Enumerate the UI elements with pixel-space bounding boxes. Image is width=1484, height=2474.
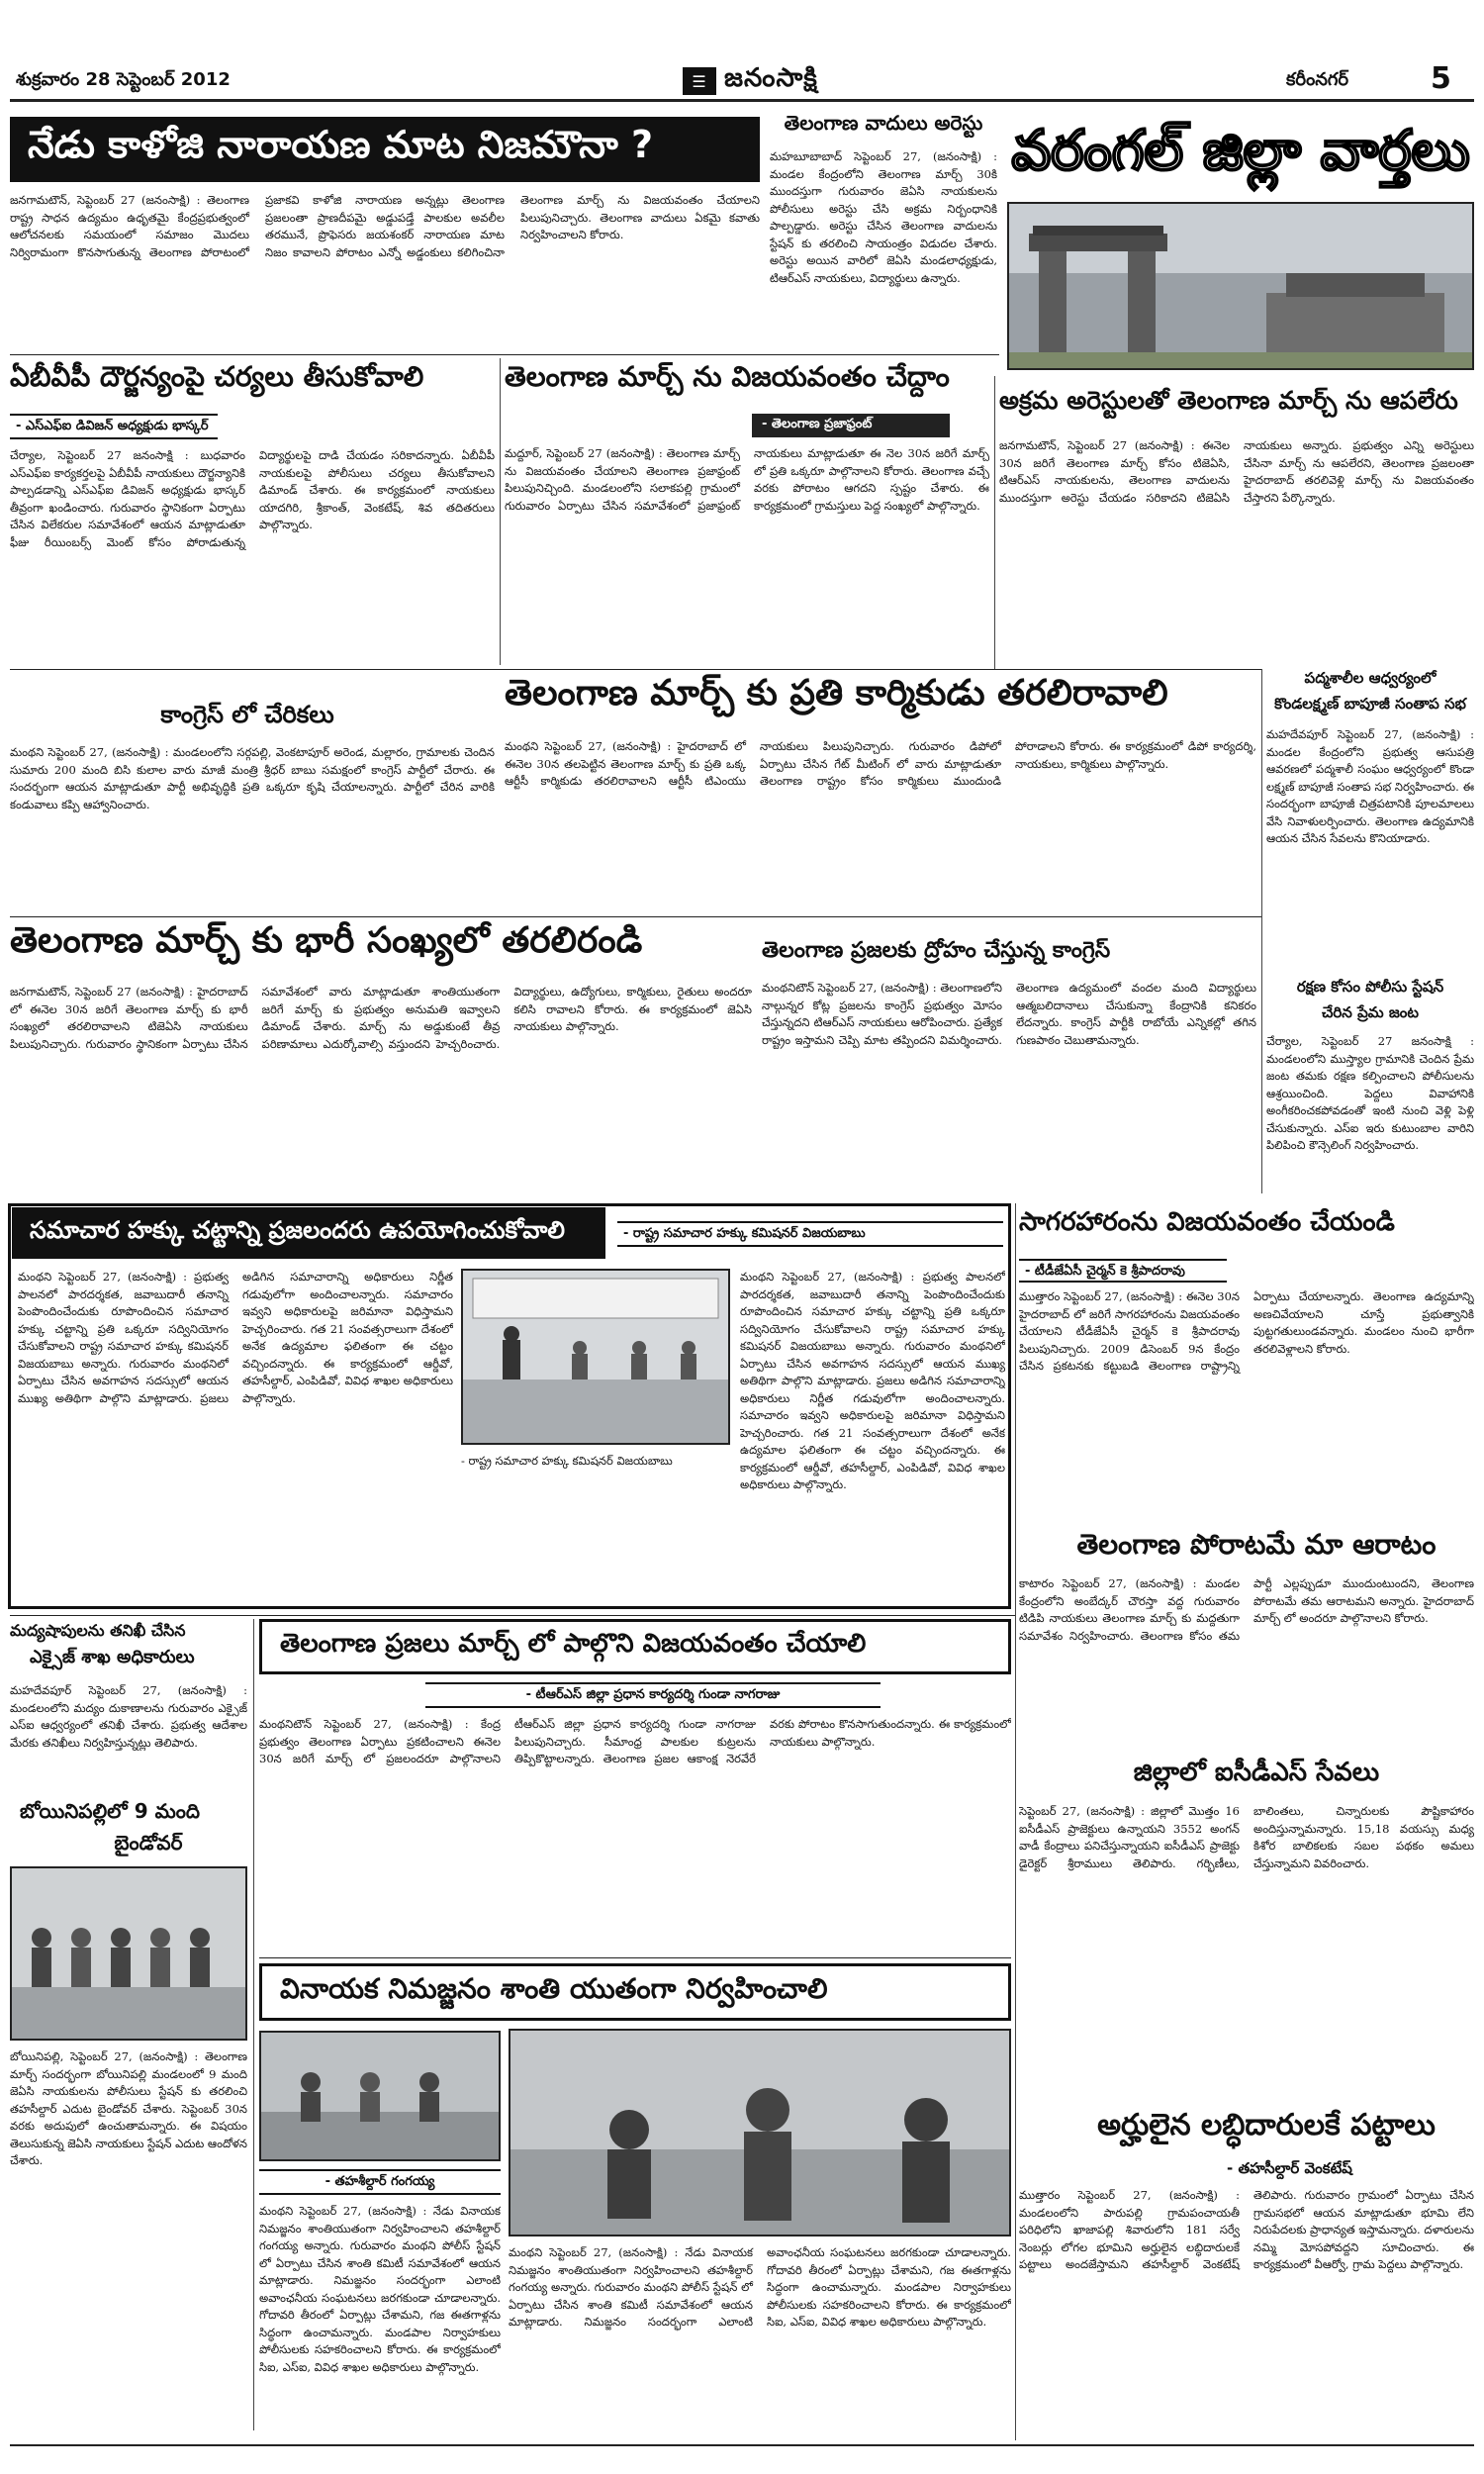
headline-kaloji: నేడు కాళోజి నారాయణ మాట నిజమౌనా ?: [10, 117, 760, 182]
headline-arrest: తెలంగాణ వాదులు అరెస్టు: [784, 111, 983, 135]
headline-padmashali-small: పద్మశాలీల ఆధ్వర్యంలో: [1304, 669, 1437, 687]
headline-poratame: తెలంగాణ పోరాటమే మా ఆరాటం: [1076, 1528, 1437, 1561]
article-pattalu-body: ముత్తారం సెప్టెంబర్ 27, (జనంసాక్షి) : మండలంలోని పారుపల్లి గ్రామపంచాయతీ పరిధిలోని ఖాజాపల్లి శివారులోని 181 సర్వే నెంబర్లు లోగల భూమిని అర్హులైన లబ్ధిదారులకే పట్టాలు అందజేస్తామని తహసీల్దార్ వెంకటేష్ తెలిపారు. గురువారం గ్రామంలో ఏర్పాటు చేసిన గ్రామసభలో ఆయన మాట్లాడుతూ భూమి లేని నిరుపేదలకు ప్రాధాన్యత ఇస్తామన్నారు. దళారులను నమ్మి మోసపోవద్దని సూచించారు. ఈ కార్యక్రమంలో వీఆర్వో, గ్రామ పెద్దలు పాల్గొన్నారు.: [1019, 2188, 1474, 2271]
section-banner: వరంగల్ జిల్లా వార్తలు: [1011, 119, 1470, 183]
horizontal-rule: [259, 1957, 1011, 1958]
byline-rti: - రాష్ట్ర సమాచార హక్కు కమిషనర్ విజయబాబు: [617, 1221, 1003, 1247]
byline-pattalu: - తహసీల్దార్ వెంకటేష్: [1227, 2159, 1352, 2177]
article-rti-body-photo-caption: - రాష్ట్ర సమాచార హక్కు కమిషనర్ విజయబాబు: [461, 1454, 673, 1468]
horizontal-rule: [10, 354, 999, 355]
headline-rakshana: చేరిన ప్రేమ జంట: [1322, 1003, 1419, 1021]
headline-drohama: తెలంగాణ ప్రజలకు ద్రోహం చేస్తున్న కాంగ్రెస్: [762, 938, 1111, 963]
headline-march-bhari: తెలంగాణ మార్చ్ కు భారీ సంఖ్యలో తరలిరండి: [10, 920, 643, 961]
article-vinayaka-body: మంథని సెప్టెంబర్ 27, (జనంసాక్షి) : నేడు వినాయక నిమజ్జనం శాంతియుతంగా నిర్వహించాలని తహశీల్దార్ గంగయ్య అన్నారు. గురువారం మంథని పోలీస్ స్టేషన్ లో ఏర్పాటు చేసిన శాంతి కమిటీ సమావేశంలో ఆయన మాట్లాడారు. నిమజ్జనం సందర్భంగా ఎలాంటి అవాంఛనీయ సంఘటనలు జరగకుండా చూడాలన్నారు. గోదావరి తీరంలో ఏర్పాట్లు చేశామని, గజ ఈతగాళ్లను సిద్ధంగా ఉంచామన్నారు. మండపాల నిర్వాహకులు పోలీసులకు సహకరించాలని కోరారు. ఈ కార్యక్రమంలో సిఐ, ఎస్ఐ, వివిధ శాఖల అధికారులు పాల్గొన్నారు.: [259, 2204, 501, 2374]
headline-mattu: ఎక్సైజ్ శాఖ అధికారులు: [30, 1647, 195, 1667]
article-arrest-body: మహబూబాబాద్ సెప్టెంబర్ 27, (జనంసాక్షి) : మండల కేంద్రంలోని తెలంగాణ మార్చ్ 30కి ముందస్తుగా గురువారం జెఏసి నాయకులను పోలీసులు అరెస్టు చేసి అక్రమ నిర్బంధానికి పాల్పడ్డారు. అరెస్టు చేసిన తెలంగాణ వాదులను స్టేషన్ కు తరలించి సాయంత్రం విడుదల చేశారు. అరెస్టు అయిన వారిలో జెఏసి మండలాధ్యక్షుడు, టిఆర్ఎస్ నాయకులు, విద్యార్థులు ఉన్నారు.: [770, 149, 997, 285]
headline-rti: సమాచార హక్కు చట్టాన్ని ప్రజలందరు ఉపయోగించుకోవాలి: [12, 1207, 605, 1259]
headline-mattu-small: మద్యషాపులను తనిఖీ చేసిన: [10, 1621, 186, 1640]
headline-vinayaka: వినాయక నిమజ్జనం శాంతి యుతంగా నిర్వహించాలి: [259, 1963, 1011, 2021]
horizontal-rule: [10, 669, 1261, 670]
headline-bindover: బైండోవర్: [114, 1831, 183, 1855]
vinayaka-photo-left: [259, 2031, 501, 2161]
masthead-date: శుక్రవారం 28 సెప్టెంబర్ 2012: [16, 69, 231, 90]
headline-padmashali: కొండలక్ష్మణ్ బాపూజీ సంతాప సభ: [1274, 695, 1466, 713]
masthead-logo: [683, 63, 818, 99]
article-rti-body-left: మంథని సెప్టెంబర్ 27, (జనంసాక్షి) : ప్రభుత్వ పాలనలో పారదర్శకత, జవాబుదారీ తనాన్ని పెంపొందించేందుకు రూపొందించిన సమాచార హక్కు చట్టాన్ని ప్రతి ఒక్కరూ సద్వినియోగం చేసుకోవాలని రాష్ట్ర సమాచార హక్కు కమిషనర్ విజయబాబు అన్నారు. గురువారం మంథనిలో ఏర్పాటు చేసిన అవగాహన సదస్సులో ఆయన ముఖ్య అతిథిగా పాల్గొని మాట్లాడారు. ప్రజలు అడిగిన సమాచారాన్ని అధికారులు నిర్ణీత గడువులోగా అందించాలన్నారు. సమాచారం ఇవ్వని అధికారులపై జరిమానా విధిస్తామని హెచ్చరించారు. గత 21 సంవత్సరాలుగా దేశంలో అనేక ఉద్యమాల ఫలితంగా ఈ చట్టం వచ్చిందన్నారు. ఈ కార్యక్రమంలో ఆర్డీవో, తహసీల్దార్, ఎంపిడివో, వివిధ శాఖల అధికారులు పాల్గొన్నారు.: [18, 1270, 453, 1405]
paper-name: జనంసాక్షి: [724, 63, 818, 93]
byline-palgoni: - టీఆర్ఎస్ జిల్లా ప్రధాన కార్యదర్శి గుండా నాగరాజు: [425, 1682, 881, 1708]
article-karmikudu-body: మంథని సెప్టెంబర్ 27, (జనంసాక్షి) : హైదరాబాద్ లో ఈనెల 30న తలపెట్టిన తెలంగాణ మార్చ్ కు ప్రతి ఒక్క ఆర్టీసీ కార్మికుడు తరలిరావాలని ఆర్టీసీ టిఎంయు నాయకులు పిలుపునిచ్చారు. గురువారం డిపోలో ఏర్పాటు చేసిన గేట్ మీటింగ్ లో వారు మాట్లాడుతూ తెలంగాణ రాష్ట్రం కోసం కార్మికులు ముందుండి పోరాడాలని కోరారు. ఈ కార్యక్రమంలో డిపో కార్యదర్శి, నాయకులు, కార్మికులు పాల్గొన్నారు.: [505, 739, 1256, 788]
newspaper-logo-icon: ☰: [683, 67, 716, 95]
article-poratame-body: కాటారం సెప్టెంబర్ 27, (జనంసాక్షి) : మండల కేంద్రంలోని అంబేద్కర్ చౌరస్తా వద్ద గురువారం టిడిపి నాయకులు తెలంగాణ మార్చ్ కు మద్దతుగా సమావేశం నిర్వహించారు. తెలంగాణ కోసం తమ పార్టీ ఎల్లప్పుడూ ముందుంటుందని, తెలంగాణ పోరాటమే తమ ఆరాటమని అన్నారు. హైదరాబాద్ మార్చ్ లో అందరూ పాల్గొనాలని కోరారు.: [1019, 1576, 1474, 1643]
vinayaka-photo-right: [509, 2029, 1011, 2236]
article-palgoni-body: మంథనిటౌన్ సెప్టెంబర్ 27, (జనంసాక్షి) : కేంద్ర ప్రభుత్వం తెలంగాణ ఏర్పాటు ప్రకటించాలని ఈనెల 30న జరిగే మార్చ్ లో ప్రజలందరూ పాల్గొనాలని టీఆర్ఎస్ జిల్లా ప్రధాన కార్యదర్శి గుండా నాగరాజు పిలుపునిచ్చారు. సీమాంధ్ర పాలకుల కుట్రలను తిప్పికొట్టాలన్నారు. తెలంగాణ ప్రజల ఆకాంక్ష నెరవేరే వరకు పోరాటం కొనసాగుతుందన్నారు. ఈ కార్యక్రమంలో నాయకులు పాల్గొన్నారు.: [259, 1717, 1011, 1765]
byline-sagaraharam: - టీడీజేఏసీ చైర్మన్ కె శ్రీపాదరావు: [1019, 1259, 1227, 1283]
article-march-bhari-body: జనగామటౌన్, సెప్టెంబర్ 27 (జనంసాక్షి) : హైదరాబాద్ లో ఈనెల 30న జరిగే తెలంగాణ మార్చ్ కు భారీ సంఖ్యలో తరలిరావాలని టిజెఏసి నాయకులు పిలుపునిచ్చారు. గురువారం స్థానికంగా ఏర్పాటు చేసిన సమావేశంలో వారు మాట్లాడుతూ శాంతియుతంగా జరిగే మార్చ్ కు ప్రభుత్వం అనుమతి ఇవ్వాలని డిమాండ్ చేశారు. మార్చ్ ను అడ్డుకుంటే తీవ్ర పరిణామాలు ఎదుర్కోవాల్సి వస్తుందని హెచ్చరించారు. విద్యార్థులు, ఉద్యోగులు, కార్మికులు, రైతులు అందరూ కలిసి రావాలని కోరారు. ఈ కార్యక్రమంలో జెఏసి నాయకులు పాల్గొన్నారు.: [10, 985, 752, 1051]
column-rule: [1015, 1203, 1016, 2440]
headline-icds: జిల్లాలో ఐసీడీఎస్ సేవలు: [1133, 1758, 1380, 1787]
rti-seminar-photo: [461, 1269, 730, 1445]
article-padmashali-body: మహదేవపూర్ సెప్టెంబర్ 27, (జనంసాక్షి) : మండల కేంద్రంలోని ప్రభుత్వ ఆసుపత్రి ఆవరణలో పద్మశాలీ సంఘం ఆధ్వర్యంలో కొండా లక్ష్మణ్ బాపూజీ సంతాప సభ నిర్వహించారు. ఈ సందర్భంగా బాపూజీ చిత్రపటానికి పూలమాలలు వేసి నివాళులర్పించారు. తెలంగాణ ఉద్యమానికి ఆయన చేసిన సేవలను కొనియాడారు.: [1266, 727, 1474, 845]
headline-palgoni: తెలంగాణ ప్రజలు మార్చ్ లో పాల్గొని విజయవంతం చేయాలి: [259, 1619, 1011, 1674]
masthead-edition: కరీంనగర్: [1286, 69, 1348, 90]
article-vinayaka-body-continued: మంథని సెప్టెంబర్ 27, (జనంసాక్షి) : నేడు వినాయక నిమజ్జనం శాంతియుతంగా నిర్వహించాలని తహశీల్దార్ గంగయ్య అన్నారు. గురువారం మంథని పోలీస్ స్టేషన్ లో ఏర్పాటు చేసిన శాంతి కమిటీ సమావేశంలో ఆయన మాట్లాడారు. నిమజ్జనం సందర్భంగా ఎలాంటి అవాంఛనీయ సంఘటనలు జరగకుండా చూడాలన్నారు. గోదావరి తీరంలో ఏర్పాట్లు చేశామని, గజ ఈతగాళ్లను సిద్ధంగా ఉంచామన్నారు. మండపాల నిర్వాహకులు పోలీసులకు సహకరించాలని కోరారు. ఈ కార్యక్రమంలో సిఐ, ఎస్ఐ, వివిధ శాఖల అధికారులు పాల్గొన్నారు.: [509, 2245, 1011, 2329]
headline-sagaraharam: సాగరహారంను విజయవంతం చేయండి: [1019, 1207, 1395, 1237]
headline-march-vijay: తెలంగాణ మార్చ్ ను విజయవంతం చేద్దాం: [505, 360, 950, 393]
column-rule: [994, 376, 995, 669]
article-rti-body-right: మంథని సెప్టెంబర్ 27, (జనంసాక్షి) : ప్రభుత్వ పాలనలో పారదర్శకత, జవాబుదారీ తనాన్ని పెంపొందించేందుకు రూపొందించిన సమాచార హక్కు చట్టాన్ని ప్రతి ఒక్కరూ సద్వినియోగం చేసుకోవాలని రాష్ట్ర సమాచార హక్కు కమిషనర్ విజయబాబు అన్నారు. గురువారం మంథనిలో ఏర్పాటు చేసిన అవగాహన సదస్సులో ఆయన ముఖ్య అతిథిగా పాల్గొని మాట్లాడారు. ప్రజలు అడిగిన సమాచారాన్ని అధికారులు నిర్ణీత గడువులోగా అందించాలన్నారు. సమాచారం ఇవ్వని అధికారులపై జరిమానా విధిస్తామని హెచ్చరించారు. గత 21 సంవత్సరాలుగా దేశంలో అనేక ఉద్యమాల ఫలితంగా ఈ చట్టం వచ్చిందన్నారు. ఈ కార్యక్రమంలో ఆర్డీవో, తహసీల్దార్, ఎంపిడివో, వివిధ శాఖల అధికారులు పాల్గొన్నారు.: [740, 1270, 1005, 1491]
article-police-arrests-body: జనగామటౌన్, సెప్టెంబర్ 27 (జనంసాక్షి) : ఈనెల 30న జరిగే తెలంగాణ మార్చ్ కోసం టిజెఏసి, టిఆర్ఎస్ నాయకులను, తెలంగాణ వాదులను ముందస్తుగా అరెస్టు చేయడం సరికాదని టిజెఏసి నాయకులు అన్నారు. ప్రభుత్వం ఎన్ని అరెస్టులు చేసినా మార్చ్ ను ఆపలేరని, తెలంగాణ ప్రజలంతా హైదరాబాద్ తరలివెళ్లి మార్చ్ ను విజయవంతం చేస్తారని పేర్కొన్నారు.: [999, 438, 1474, 505]
masthead-rule: [10, 99, 1474, 102]
article-abvp-body: చేర్యాల, సెప్టెంబర్ 27 జనంసాక్షి : బుధవారం ఎస్ఎఫ్ఐ కార్యకర్తలపై ఏబీవీపీ నాయకులు దౌర్జన్యానికి పాల్పడడాన్ని ఎస్ఎఫ్ఐ డివిజన్ అధ్యక్షుడు భాస్కర్ తీవ్రంగా ఖండించారు. గురువారం స్థానికంగా ఏర్పాటు చేసిన విలేకరుల సమావేశంలో ఆయన మాట్లాడుతూ ఫీజు రీయింబర్స్ మెంట్ కోసం పోరాడుతున్న విద్యార్థులపై దాడి చేయడం సరికాదన్నారు. ఏబీవీపీ నాయకులపై పోలీసులు చర్యలు తీసుకోవాలని డిమాండ్ చేశారు. ఈ కార్యక్రమంలో నాయకులు యాదగిరి, శ్రీకాంత్, వెంకటేష్, శివ తదితరులు పాల్గొన్నారు.: [10, 448, 495, 549]
headline-bindover-small: బోయినిపల్లిలో 9 మంది: [20, 1799, 201, 1823]
byline-vinayaka: - తహశీల్దార్ గంగయ్య: [259, 2169, 501, 2195]
byline-abvp: - ఎస్ఎఫ్ఐ డివిజన్ అధ్యక్షుడు భాస్కర్: [10, 414, 218, 439]
headline-pattalu: అర్హులైన లబ్ధిదారులకే పట్టాలు: [1097, 2108, 1436, 2142]
article-mattu-body: మహదేవపూర్ సెప్టెంబర్ 27, (జనంసాక్షి) : మండలంలోని మద్యం దుకాణాలను గురువారం ఎక్సైజ్ ఎస్ఐ ఆధ్వర్యంలో తనిఖీ చేశారు. ప్రభుత్వ ఆదేశాల మేరకు తనిఖీలు నిర్వహిస్తున్నట్లు తెలిపారు.: [10, 1683, 247, 1750]
column-rule: [253, 1619, 254, 2430]
article-congress-join-body: మంథని సెప్టెంబర్ 27, (జనంసాక్షి) : మండలంలోని సర్గపల్లి, వెంకటాపూర్ అరెండ, మల్లారం, గ్రామాలకు చెందిన సుమారు 200 మంది బిసి కులాల వారు మాజీ మంత్రి శ్రీధర్ బాబు సమక్షంలో కాంగ్రెస్ పార్టీలో చేరారు. ఈ సందర్భంగా ఆయన మాట్లాడుతూ పార్టీ అభివృద్ధికి ప్రతి ఒక్కరూ కృషి చేయాలన్నారు. పార్టీలో చేరిన వారికి కండువాలు కప్పి ఆహ్వానించారు.: [10, 745, 495, 811]
horizontal-rule: [10, 916, 1261, 917]
headline-police-arrests: అక్రమ అరెస్టులతో తెలంగాణ మార్చ్ ను ఆపలేరు: [999, 386, 1458, 415]
article-sagaraharam-body: ముత్తారం సెప్టెంబర్ 27, (జనంసాక్షి) : ఈనెల 30న హైదరాబాద్ లో జరిగే సాగరహారంను విజయవంతం చేయాలని టీడీజేఏసీ చైర్మన్ కె శ్రీపాదరావు పిలుపునిచ్చారు. 2009 డిసెంబర్ 9న కేంద్రం చేసిన ప్రకటనకు కట్టుబడి తెలంగాణ రాష్ట్రాన్ని ఏర్పాటు చేయాలన్నారు. తెలంగాణ ఉద్యమాన్ని అణచివేయాలని చూస్తే ప్రభుత్వానికి పుట్టగతులుండవన్నారు. మండలం నుంచి భారీగా తరలివెళ్లాలని కోరారు.: [1019, 1289, 1474, 1373]
horizontal-rule: [10, 1615, 1015, 1616]
column-rule: [1261, 669, 1262, 1193]
article-bindover-body: బోయినిపల్లి, సెప్టెంబర్ 27, (జనంసాక్షి) : తెలంగాణ మార్చ్ సందర్భంగా బోయినిపల్లి మండలంలో 9 మంది జెఏసి నాయకులను పోలీసులు స్టేషన్ కు తరలించి తహసీల్దార్ ఎదుట బైండోవర్ చేశారు. సెప్టెంబర్ 30న వరకు అదుపులో ఉంచుతామన్నారు. ఈ విషయం తెలుసుకున్న జెఏసి నాయకులు స్టేషన్ ఎదుట ఆందోళన చేశారు.: [10, 2049, 247, 2167]
article-drohama-body: మంథనిటౌన్ సెప్టెంబర్ 27, (జనంసాక్షి) : తెలంగాణలోని నాల్గున్నర కోట్ల ప్రజలను కాంగ్రెస్ ప్రభుత్వం మోసం చేస్తున్నదని టిఆర్ఎస్ నాయకులు ఆరోపించారు. ప్రత్యేక రాష్ట్రం ఇస్తామని చెప్పి మాట తప్పిందని విమర్శించారు. తెలంగాణ ఉద్యమంలో వందల మంది విద్యార్థులు ఆత్మబలిదానాలు చేసుకున్నా కేంద్రానికి కనికరం లేదన్నారు. కాంగ్రెస్ పార్టీకి రాబోయే ఎన్నికల్లో తగిన గుణపాఠం చెబుతామన్నారు.: [762, 981, 1256, 1047]
byline-march-vijay: - తెలంగాణ ప్రజాఫ్రంట్: [752, 414, 950, 437]
headline-abvp: ఏబీవీపీ దౌర్జన్యంపై చర్యలు తీసుకోవాలి: [10, 360, 424, 393]
article-icds-body: సెప్టెంబర్ 27, (జనంసాక్షి) : జిల్లాలో మొత్తం 16 ఐసీడీఎస్ ప్రాజెక్టులు ఉన్నాయని 3552 అంగన్ వాడీ కేంద్రాలు పనిచేస్తున్నాయని ఐసీడీఎస్ ప్రాజెక్టు డైరెక్టర్ శ్రీరాములు తెలిపారు. గర్భిణీలు, బాలింతలు, చిన్నారులకు పౌష్టికాహారం అందిస్తున్నామన్నారు. 15,18 వయస్సు మధ్య కిశోర బాలికలకు సబల పథకం అమలు చేస్తున్నామని వివరించారు.: [1019, 1804, 1474, 1870]
headline-rakshana-small: రక్షణ కోసం పోలీసు స్టేషన్: [1296, 978, 1444, 996]
article-rakshana-body: చేర్యాల, సెప్టెంబర్ 27 జనంసాక్షి : మండలంలోని ముస్త్యాల గ్రామానికి చెందిన ప్రేమ జంట తమకు రక్షణ కల్పించాలని పోలీసులను ఆశ్రయించింది. పెద్దలు వివాహానికి అంగీకరించకపోవడంతో ఇంటి నుంచి వెళ్లి పెళ్లి చేసుకున్నారు. ఎస్ఐ ఇరు కుటుంబాల వారిని పిలిపించి కౌన్సెలింగ్ నిర్వహించారు.: [1266, 1034, 1474, 1152]
article-kaloji-body: జనగామటౌన్, సెప్టెంబర్ 27 (జనంసాక్షి) : తెలంగాణ రాష్ట్ర సాధన ఉద్యమం ఉధృతమై కేంద్రప్రభుత్వంలో ఆలోచనలకు సమయంలో సమాజం మొదలు నిర్విరామంగా కొనసాగుతున్న తెలంగాణ పోరాటంలో ప్రజాకవి కాళోజి నారాయణ అన్నట్లు తెలంగాణ ప్రజలంతా ప్రాణదీపమై అడ్డుపడ్తే పాలకుల అవలీల తరమునే, ప్రొఫెసరు జయశంకర్ నారాయణ మాట నిజం కావాలని పోరాటం ఎన్నో అడ్డంకులు కలిగించినా తెలంగాణ మార్చ్ ను విజయవంతం చేయాలని పిలుపునిచ్చారు. తెలంగాణ వాదులు ఏకమై కవాతు నిర్వహించాలని కోరారు.: [10, 193, 760, 259]
warangal-fort-photo: [1007, 202, 1474, 370]
headline-karmikudu: తెలంగాణ మార్చ్ కు ప్రతి కార్మికుడు తరలిరావాలి: [505, 673, 1168, 714]
bottom-rule: [10, 2444, 1474, 2446]
headline-congress-join: కాంగ్రెస్ లో చేరికలు: [160, 701, 334, 728]
bindover-photo: [10, 1866, 247, 2041]
column-rule: [500, 358, 501, 665]
article-march-vijay-body: మద్దూర్, సెప్టెంబర్ 27 (జనంసాక్షి) : తెలంగాణ మార్చ్ ను విజయవంతం చేయాలని తెలంగాణ ప్రజాఫ్రంట్ పిలుపునిచ్చింది. మండలంలోని సలాకపల్లి గ్రామంలో గురువారం ఏర్పాటు చేసిన సమావేశంలో ప్రజాఫ్రంట్ నాయకులు మాట్లాడుతూ ఈ నెల 30న జరిగే మార్చ్ లో ప్రతి ఒక్కరూ పాల్గొనాలని కోరారు. తెలంగాణ వచ్చే వరకు పోరాటం ఆగదని స్పష్టం చేశారు. ఈ కార్యక్రమంలో గ్రామస్తులు పెద్ద సంఖ్యలో పాల్గొన్నారు.: [505, 446, 989, 513]
page-number: 5: [1431, 61, 1451, 96]
